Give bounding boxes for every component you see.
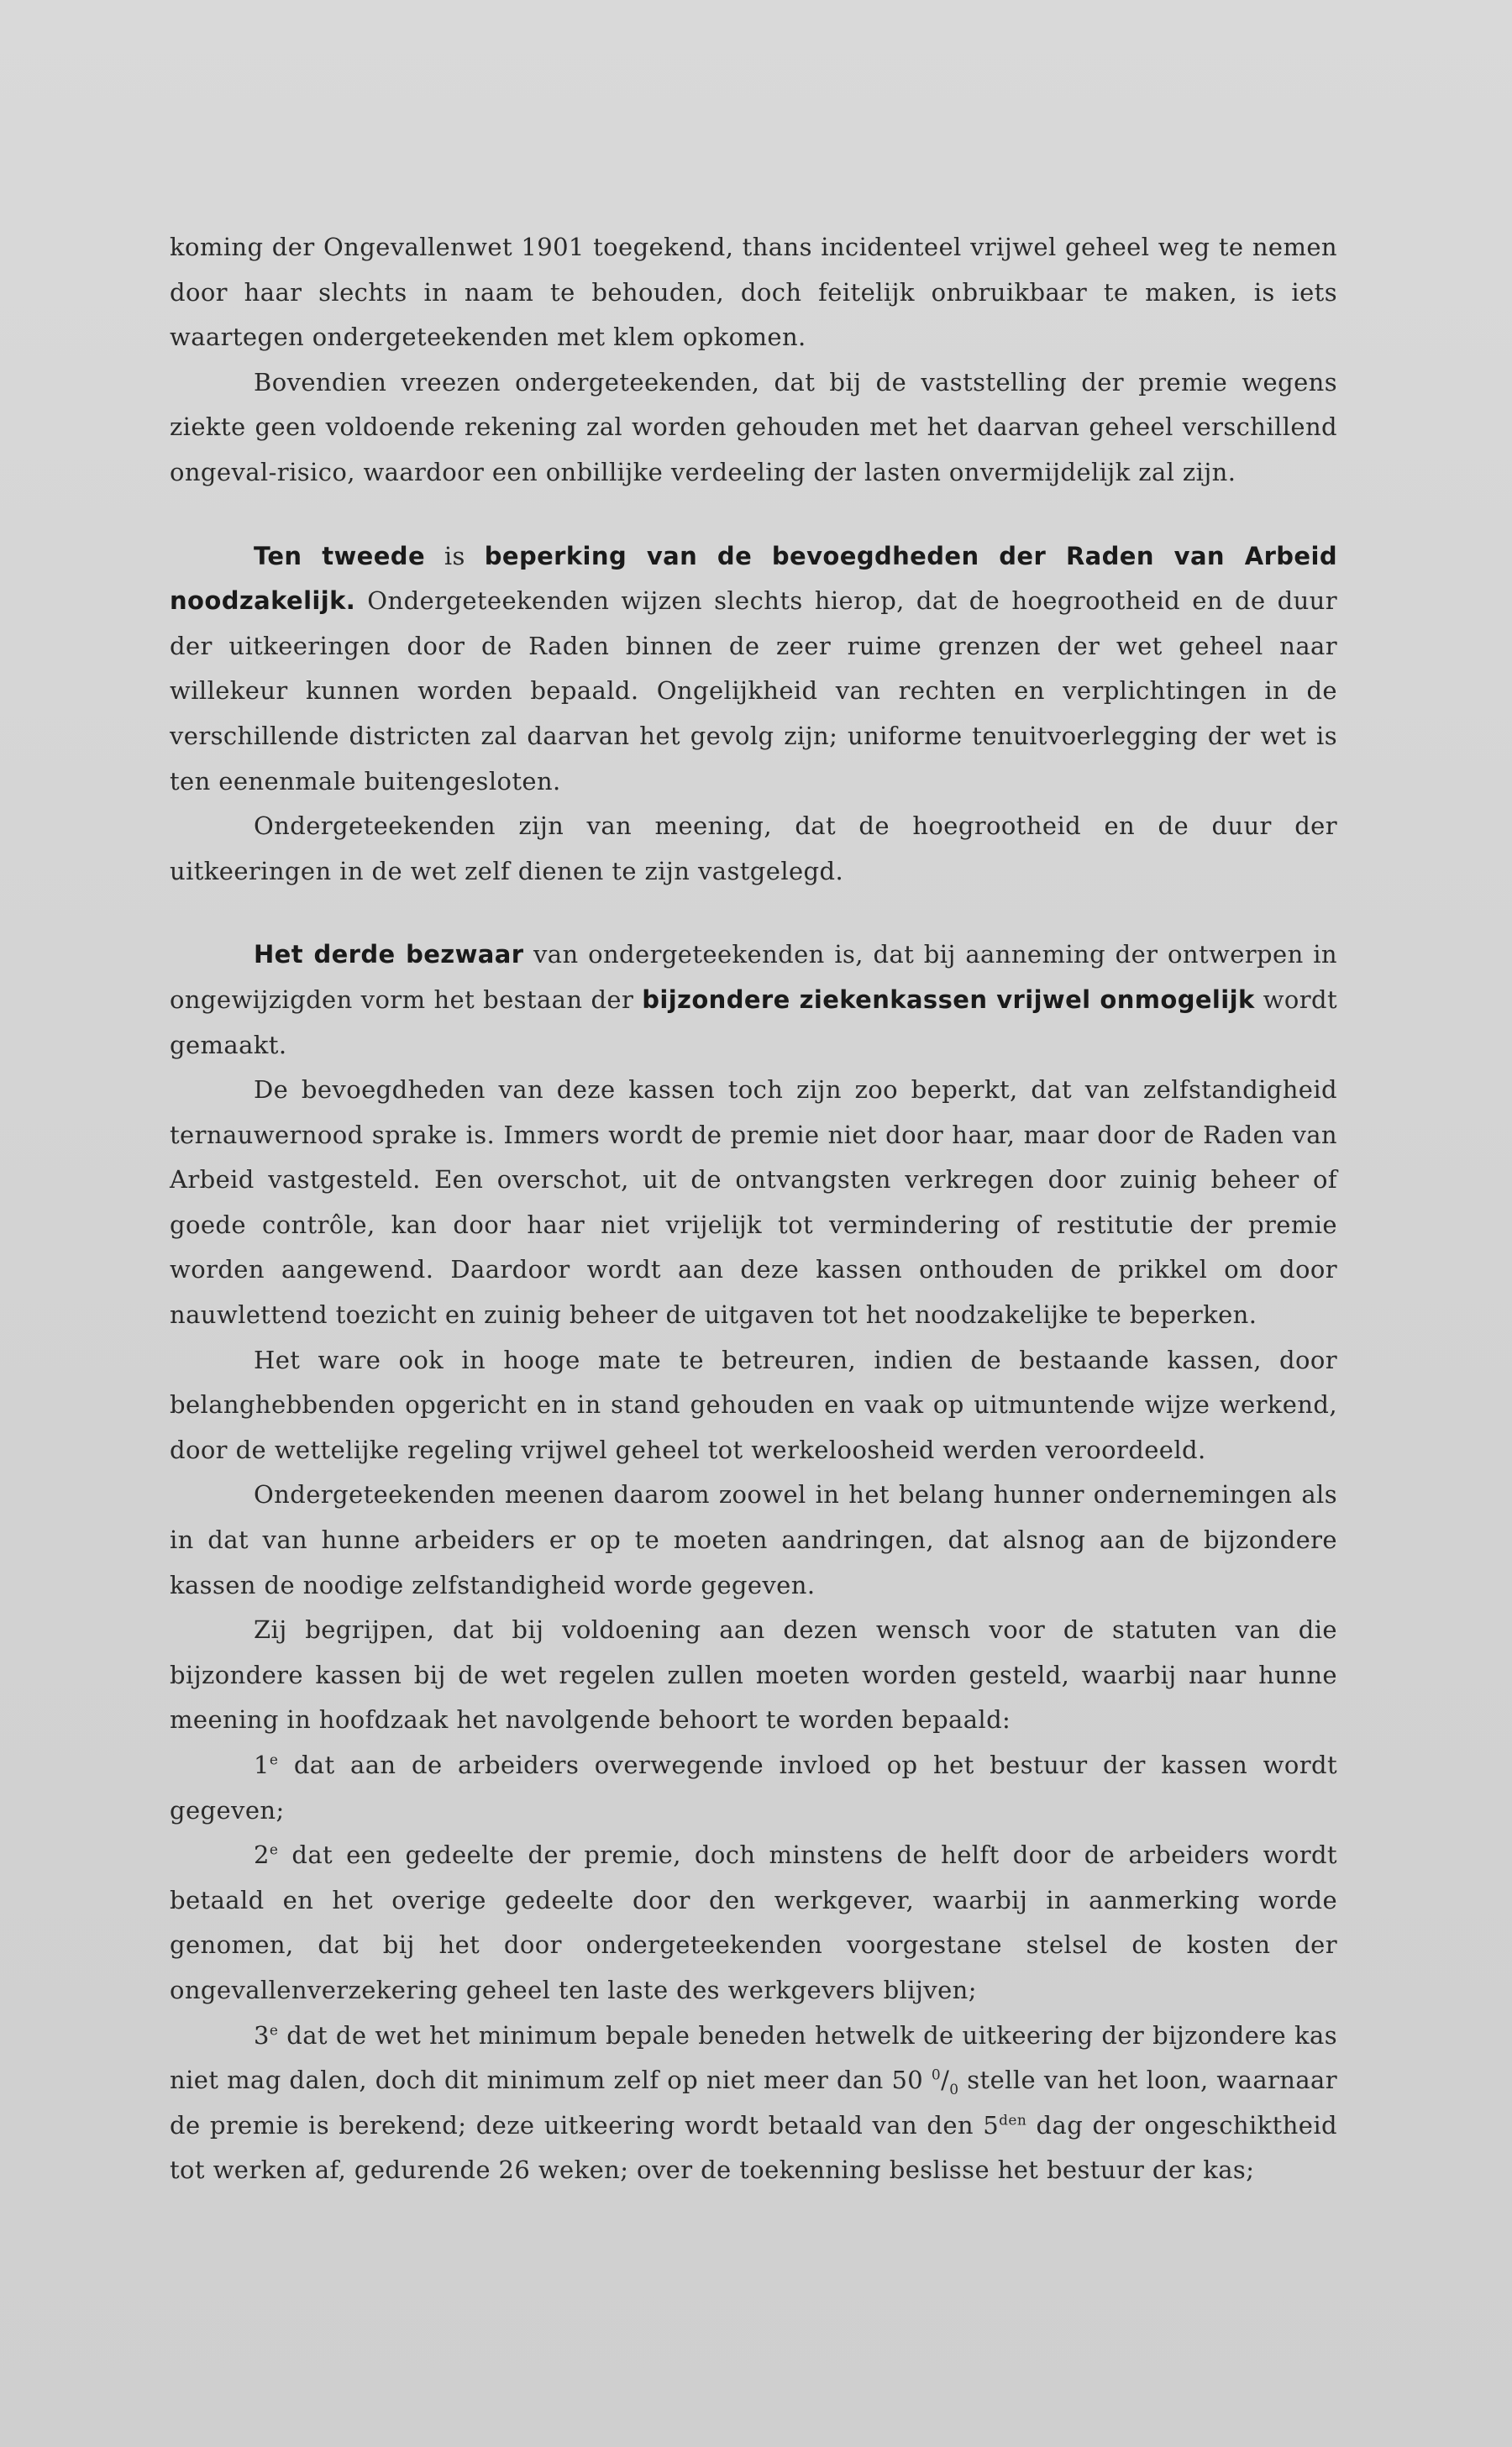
paragraph-text: Zij begrijpen, dat bij voldoening aan dezen wensch voor de statuten van die bijzondere kassen bij de wet regelen zullen moeten worden gesteld, waarbij naar hunne meening in hoofdzaak het navolgende behoort te worden bepaald: <box>170 1615 1337 1735</box>
item-ordinal-suffix: e <box>269 2021 279 2039</box>
paragraph-text: Ondergeteekenden zijn van meening, dat de hoegrootheid en de duur der uitkeeringen in de wet zelf dienen te zijn vastgelegd. <box>170 811 1337 885</box>
item-text: dat een gedeelte der premie, doch minstens de helft door de arbeiders wordt betaald en het overige gedeelte door den werkgever, waarbij in aanmerking worde genomen, dat bij het door ondergeteekenden voorgestane stelsel de kosten der ongevallenverzekering geheel ten laste des werkgevers blijven; <box>170 1841 1337 2004</box>
paragraph-third-objection <box>170 932 1337 1068</box>
bold-phrase: bijzondere ziekenkassen vrijwel onmogelijk <box>642 985 1255 1014</box>
paragraph-text: is <box>425 541 485 570</box>
percent-sign-bottom: 0 <box>949 2081 959 2098</box>
item-number: 1 <box>254 1751 270 1779</box>
paragraph <box>170 1608 1337 1743</box>
item-text: dat aan de arbeiders overwegende invloed op het bestuur der kassen wordt gegeven; <box>170 1751 1337 1825</box>
paragraph-second-objection <box>170 534 1337 805</box>
bold-heading: Het derde bezwaar <box>254 940 524 969</box>
paragraph-text: Ondergeteekenden meenen daarom zoowel in het belang hunner ondernemingen als in dat van hunne arbeiders er op te moeten aandringen, dat alsnog aan de bijzondere kassen de noodige zelfstandigheid worde gegeven. <box>170 1480 1337 1599</box>
paragraph-text: van ondergeteekenden is, dat bij aanneming der ontwerpen in ongewijzigden vorm het bestaan der <box>170 940 1337 1014</box>
list-item-1 <box>170 1743 1337 1833</box>
paragraph-text: wordt gemaakt. <box>170 985 1337 1059</box>
item-ordinal-suffix: e <box>269 1841 279 1859</box>
paragraph <box>170 360 1337 496</box>
bold-phrase: beperking van de bevoegdheden der Raden van Arbeid noodzakelijk. <box>170 541 1337 616</box>
percent-sign-top: 0 <box>931 2066 942 2084</box>
paragraph <box>170 804 1337 894</box>
item-text: dag der ongeschiktheid tot werken af, gedurende 26 weken; over de toekenning beslisse het bestuur der kas; <box>170 2110 1337 2185</box>
paragraph <box>170 1338 1337 1473</box>
paragraph <box>170 1068 1337 1338</box>
item-number: 3 <box>254 2020 270 2050</box>
item-text: dat de wet het minimum bepale beneden hetwelk de uitkeering der bijzondere kas niet mag dalen, doch dit minimum zelf op niet meer dan 50 <box>170 2020 1337 2095</box>
list-item-3 <box>170 2014 1337 2193</box>
bold-heading: Ten tweede <box>254 541 426 570</box>
paragraph-text: De bevoegdheden van deze kassen toch zijn zoo beperkt, dat van zelfstandigheid ternauwernood sprake is. Immers wordt de premie niet door haar, maar door de Raden van Arbeid vastgesteld. Een overschot, uit de ontvangsten verkregen door zuinig beheer of goede contrôle, kan door haar niet vrijelijk tot vermindering of restitutie der premie worden aangewend. Daardoor wordt aan deze kassen onthouden de prikkel om door nauwlettend toezicht en zuinig beheer de uitgaven tot het noodzakelijke te beperken. <box>170 1075 1337 1330</box>
item-ordinal-suffix: e <box>269 1751 279 1769</box>
paragraph-text: Het ware ook in hooge mate te betreuren, indien de bestaande kassen, door belanghebbenden opgericht en in stand gehouden en vaak op uitmuntende wijze werkend, door de wettelijke regeling vrijwel geheel tot werkeloosheid werden veroordeeld. <box>170 1345 1337 1464</box>
percent-sign-slash: / <box>941 2066 950 2095</box>
list-item-2 <box>170 1833 1337 2013</box>
paragraph-text: Ondergeteekenden wijzen slechts hierop, dat de hoegrootheid en de duur der uitkeeringen door de Raden binnen de zeer ruime grenzen der wet geheel naar willekeur kunnen worden bepaald. Ongelijkheid van rechten en verplichtingen in de verschillende districten zal daarvan het gevolg zijn; uniforme tenuitvoerlegging der wet is ten eenenmale buitengesloten. <box>170 586 1337 796</box>
paragraph-text: Bovendien vreezen ondergeteekenden, dat bij de vaststelling der premie wegens ziekte geen voldoende rekening zal worden gehouden met het daarvan geheel verschillend ongeval-risico, waardoor een onbillijke verdeeling der lasten onvermijdelijk zal zijn. <box>170 367 1337 486</box>
paragraph <box>170 1473 1337 1608</box>
document-body <box>170 225 1337 2193</box>
item-number: 2 <box>254 1841 270 1870</box>
item-text: stelle van het loon, waarnaar de premie is berekend; deze uitkeering wordt betaald van den 5 <box>170 2066 1337 2140</box>
paragraph-text: koming der Ongevallenwet 1901 toegekend, thans incidenteel vrijwel geheel weg te nemen door haar slechts in naam te behouden, doch feitelijk onbruikbaar te maken, is iets waartegen ondergeteekenden met klem opkomen. <box>170 233 1337 352</box>
paragraph <box>170 225 1337 360</box>
ordinal-suffix: den <box>999 2112 1027 2129</box>
